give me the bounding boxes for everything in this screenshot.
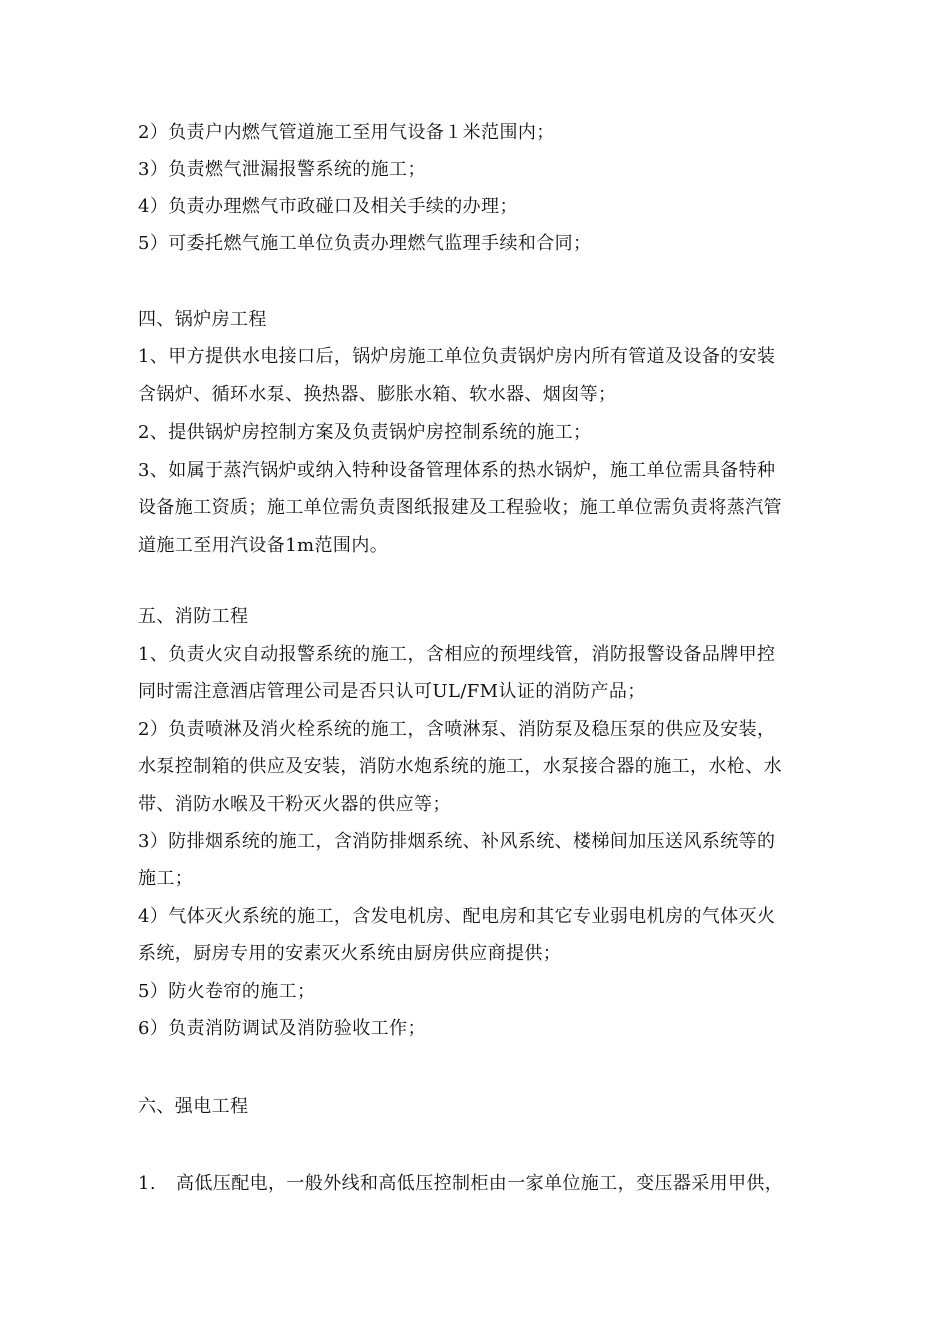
fire-line-6: 3）防排烟系统的施工，含消防排烟系统、补风系统、楼梯间加压送风系统等的 (138, 831, 776, 852)
power-item-1-text: 高低压配电，一般外线和高低压控制柜由一家单位施工，变压器采用甲供， (176, 1173, 784, 1194)
section-heading-fire: 五、消防工程 (138, 606, 249, 627)
fire-line-5: 带、消防水喉及干粉灭火器的供应等； (138, 794, 451, 815)
gas-item-3: 3）负责燃气泄漏报警系统的施工； (138, 159, 426, 180)
boiler-line-2: 含锅炉、循环水泵、换热器、膨胀水箱、软水器、烟囱等； (138, 384, 617, 405)
fire-line-7: 施工； (138, 868, 194, 889)
fire-line-8: 4）气体灭火系统的施工，含发电机房、配电房和其它专业弱电机房的气体灭火 (138, 906, 776, 927)
fire-line-1: 1、负责火灾自动报警系统的施工，含相应的预埋线管，消防报警设备品牌甲控 (138, 644, 776, 665)
gas-item-4: 4）负责办理燃气市政碰口及相关手续的办理； (138, 196, 518, 217)
gas-item-5: 5）可委托燃气施工单位负责办理燃气监理手续和合同； (138, 233, 592, 254)
section-heading-power: 六、强电工程 (138, 1096, 249, 1117)
fire-line-11: 6）负责消防调试及消防验收工作； (138, 1018, 426, 1039)
power-item-1-number: 1. (138, 1173, 156, 1194)
gas-item-2: 2）负责户内燃气管道施工至用气设备１米范围内； (138, 122, 555, 143)
fire-line-3: 2）负责喷淋及消火栓系统的施工，含喷淋泵、消防泵及稳压泵的供应及安装， (138, 719, 776, 740)
section-heading-boiler: 四、锅炉房工程 (138, 309, 267, 330)
fire-line-4: 水泵控制箱的供应及安装，消防水炮系统的施工，水泵接合器的施工，水枪、水 (138, 756, 782, 777)
fire-line-10: 5）防火卷帘的施工； (138, 981, 316, 1002)
boiler-line-4: 3、如属于蒸汽锅炉或纳入特种设备管理体系的热水锅炉，施工单位需具备特种 (138, 460, 776, 481)
boiler-line-3: 2、提供锅炉房控制方案及负责锅炉房控制系统的施工； (138, 422, 592, 443)
fire-line-9: 系统，厨房专用的安素灭火系统由厨房供应商提供； (138, 943, 562, 964)
boiler-line-1: 1、甲方提供水电接口后，锅炉房施工单位负责锅炉房内所有管道及设备的安装 (138, 346, 776, 367)
fire-line-2: 同时需注意酒店管理公司是否只认可UL/FM认证的消防产品； (138, 681, 646, 702)
boiler-line-6: 道施工至用汽设备1m范围内。 (138, 535, 389, 556)
boiler-line-5: 设备施工资质；施工单位需负责图纸报建及工程验收；施工单位需负责将蒸汽管 (138, 497, 782, 518)
